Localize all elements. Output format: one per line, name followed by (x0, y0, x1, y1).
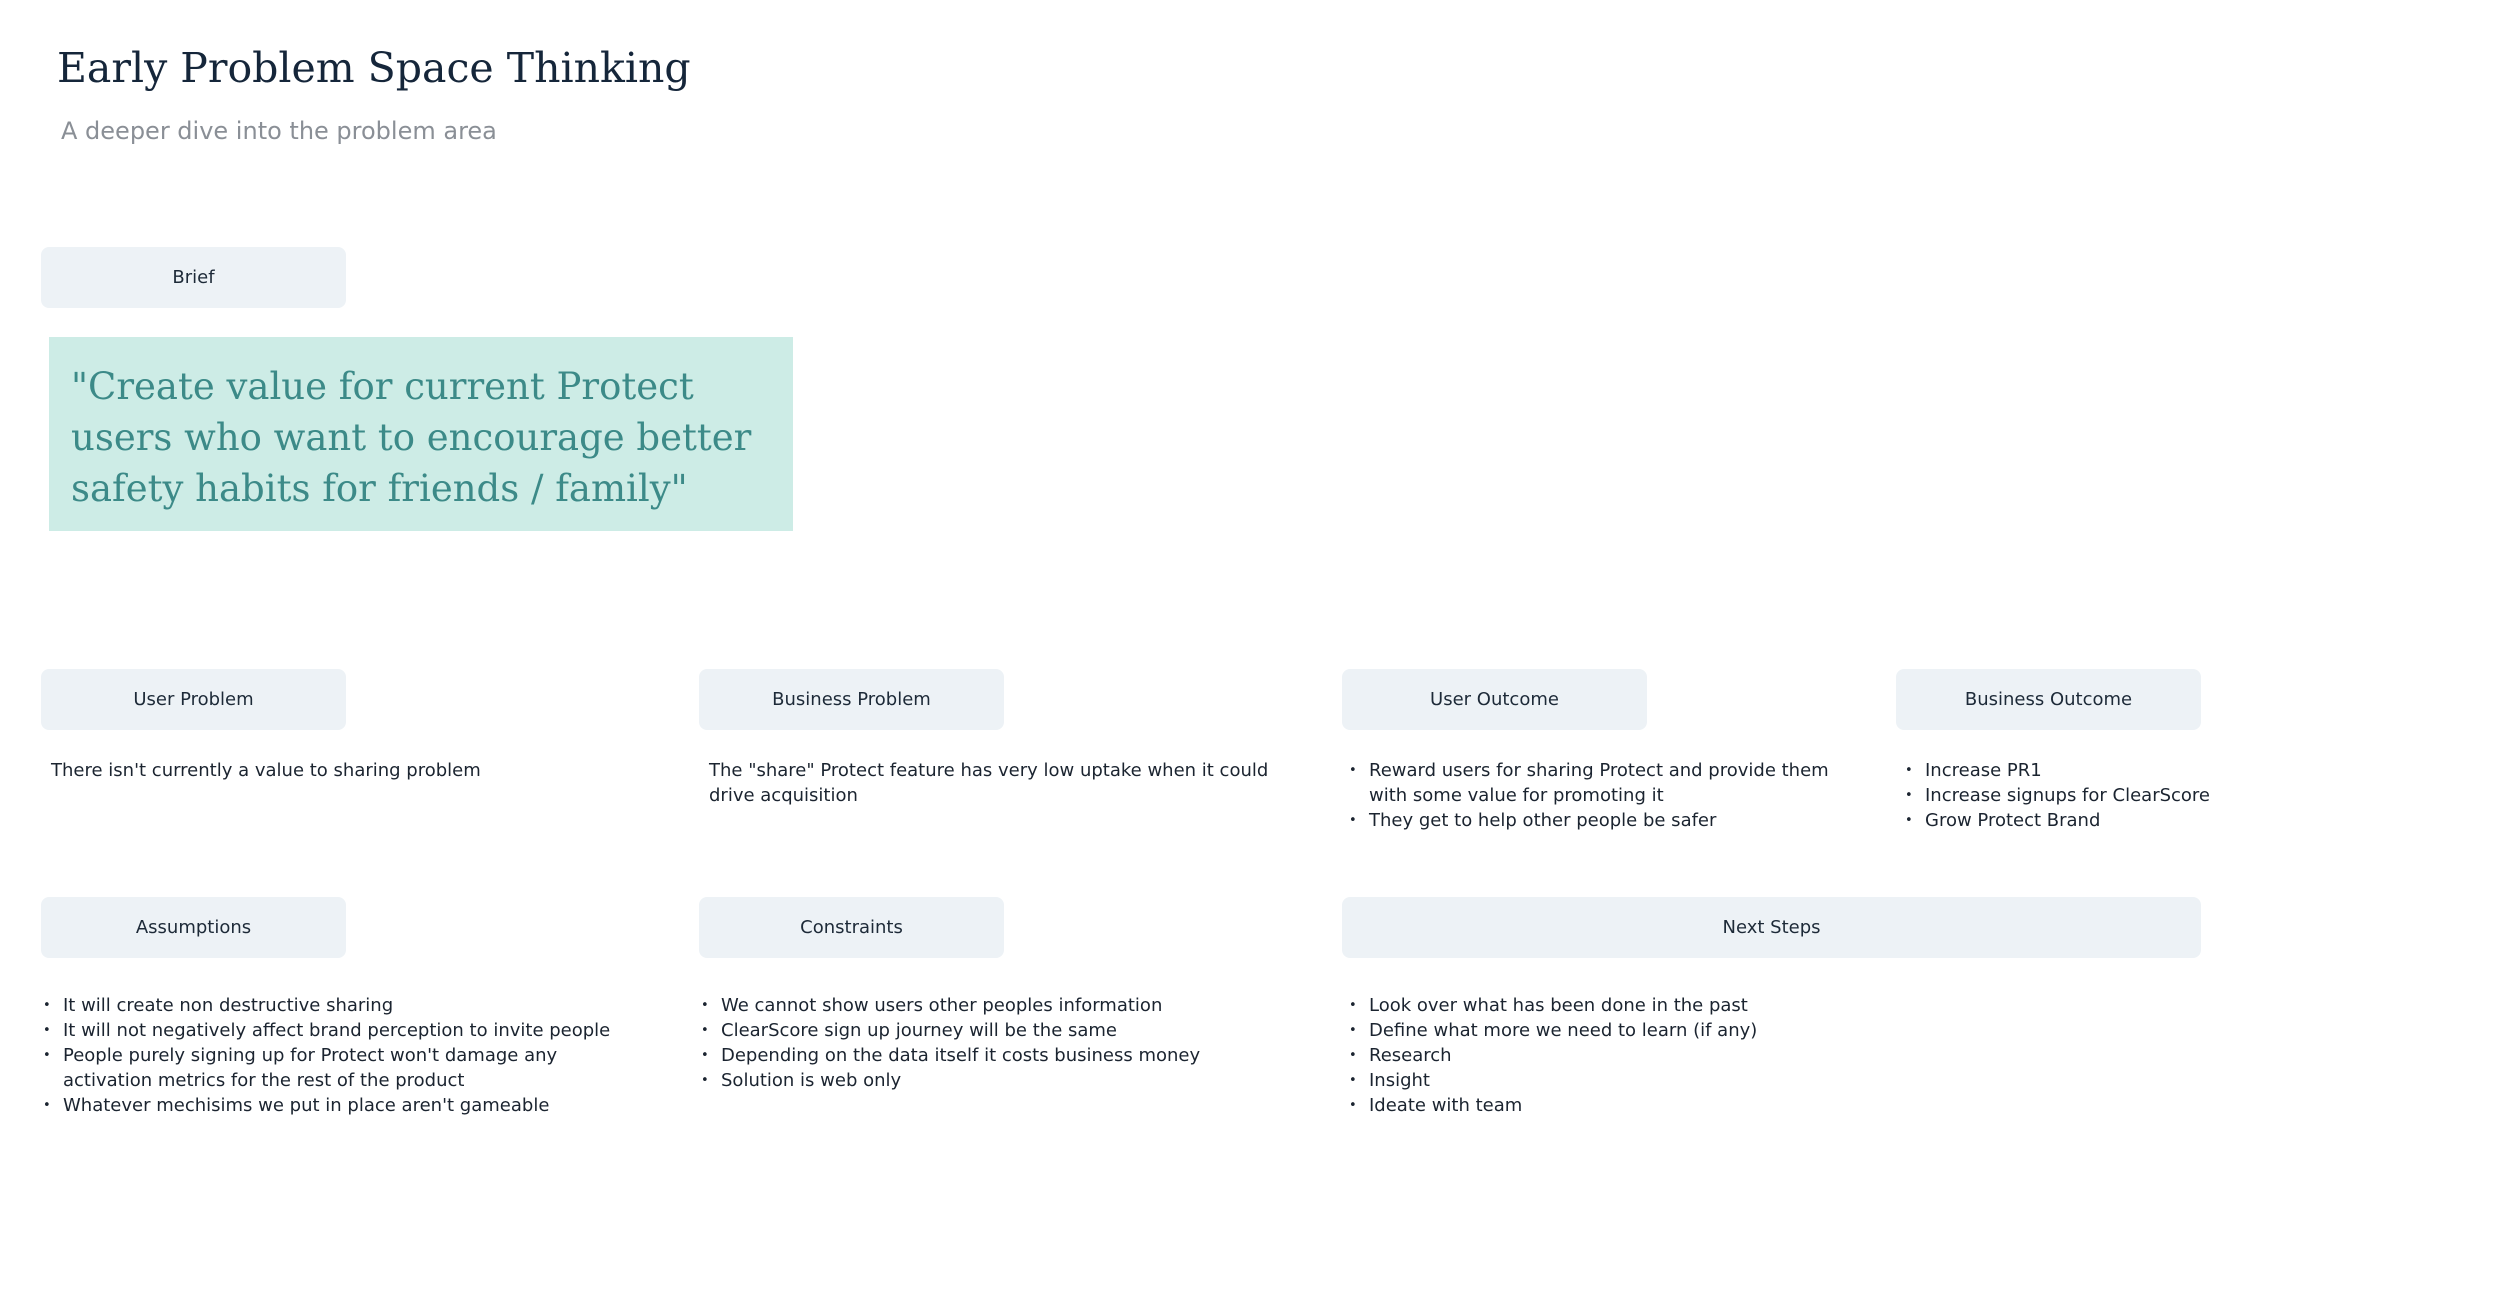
user-problem-text: There isn't currently a value to sharing problem (51, 760, 481, 781)
brief-quote-box (49, 337, 793, 531)
list-item: • Research (1347, 1043, 1947, 1068)
next-steps-list (1347, 993, 1947, 1118)
list-item: • Ideate with team (1347, 1093, 1947, 1118)
list-item: • Reward users for sharing Protect and provide them with some value for promoting it (1347, 758, 1867, 808)
assumptions-list (41, 993, 641, 1118)
constraints-list (699, 993, 1299, 1093)
list-item: • They get to help other people be safer (1347, 808, 1867, 833)
list-item: • Depending on the data itself it costs business money (699, 1043, 1299, 1068)
business-problem-text: The "share" Protect feature has very low uptake when it could drive acquisition (709, 760, 1269, 806)
page-title: Early Problem Space Thinking (57, 44, 691, 92)
list-item: • Look over what has been done in the past (1347, 993, 1947, 1018)
next-steps-label: Next Steps (1342, 897, 2201, 958)
brief-label: Brief (41, 247, 346, 308)
user-outcome-list (1347, 758, 1867, 833)
list-item: • Solution is web only (699, 1068, 1299, 1093)
list-item: • Insight (1347, 1068, 1947, 1093)
page-subtitle: A deeper dive into the problem area (61, 117, 497, 145)
list-item: • Grow Protect Brand (1903, 808, 2263, 833)
constraints-label: Constraints (699, 897, 1004, 958)
business-outcome-list (1903, 758, 2263, 833)
list-item: • It will create non destructive sharing (41, 993, 641, 1018)
user-problem-label: User Problem (41, 669, 346, 730)
business-outcome-label: Business Outcome (1896, 669, 2201, 730)
list-item: • Increase signups for ClearScore (1903, 783, 2263, 808)
list-item: • We cannot show users other peoples information (699, 993, 1299, 1018)
assumptions-label: Assumptions (41, 897, 346, 958)
business-problem-label: Business Problem (699, 669, 1004, 730)
brief-quote: "Create value for current Protect users who want to encourage better safety habits for friends / family" (71, 365, 752, 510)
list-item: • Define what more we need to learn (if any) (1347, 1018, 1947, 1043)
list-item: • Increase PR1 (1903, 758, 2263, 783)
list-item: • It will not negatively affect brand perception to invite people (41, 1018, 641, 1043)
list-item: • People purely signing up for Protect won't damage any activation metrics for the rest of the product (41, 1043, 641, 1093)
list-item: • ClearScore sign up journey will be the same (699, 1018, 1299, 1043)
user-outcome-label: User Outcome (1342, 669, 1647, 730)
list-item: • Whatever mechisims we put in place aren't gameable (41, 1093, 641, 1118)
